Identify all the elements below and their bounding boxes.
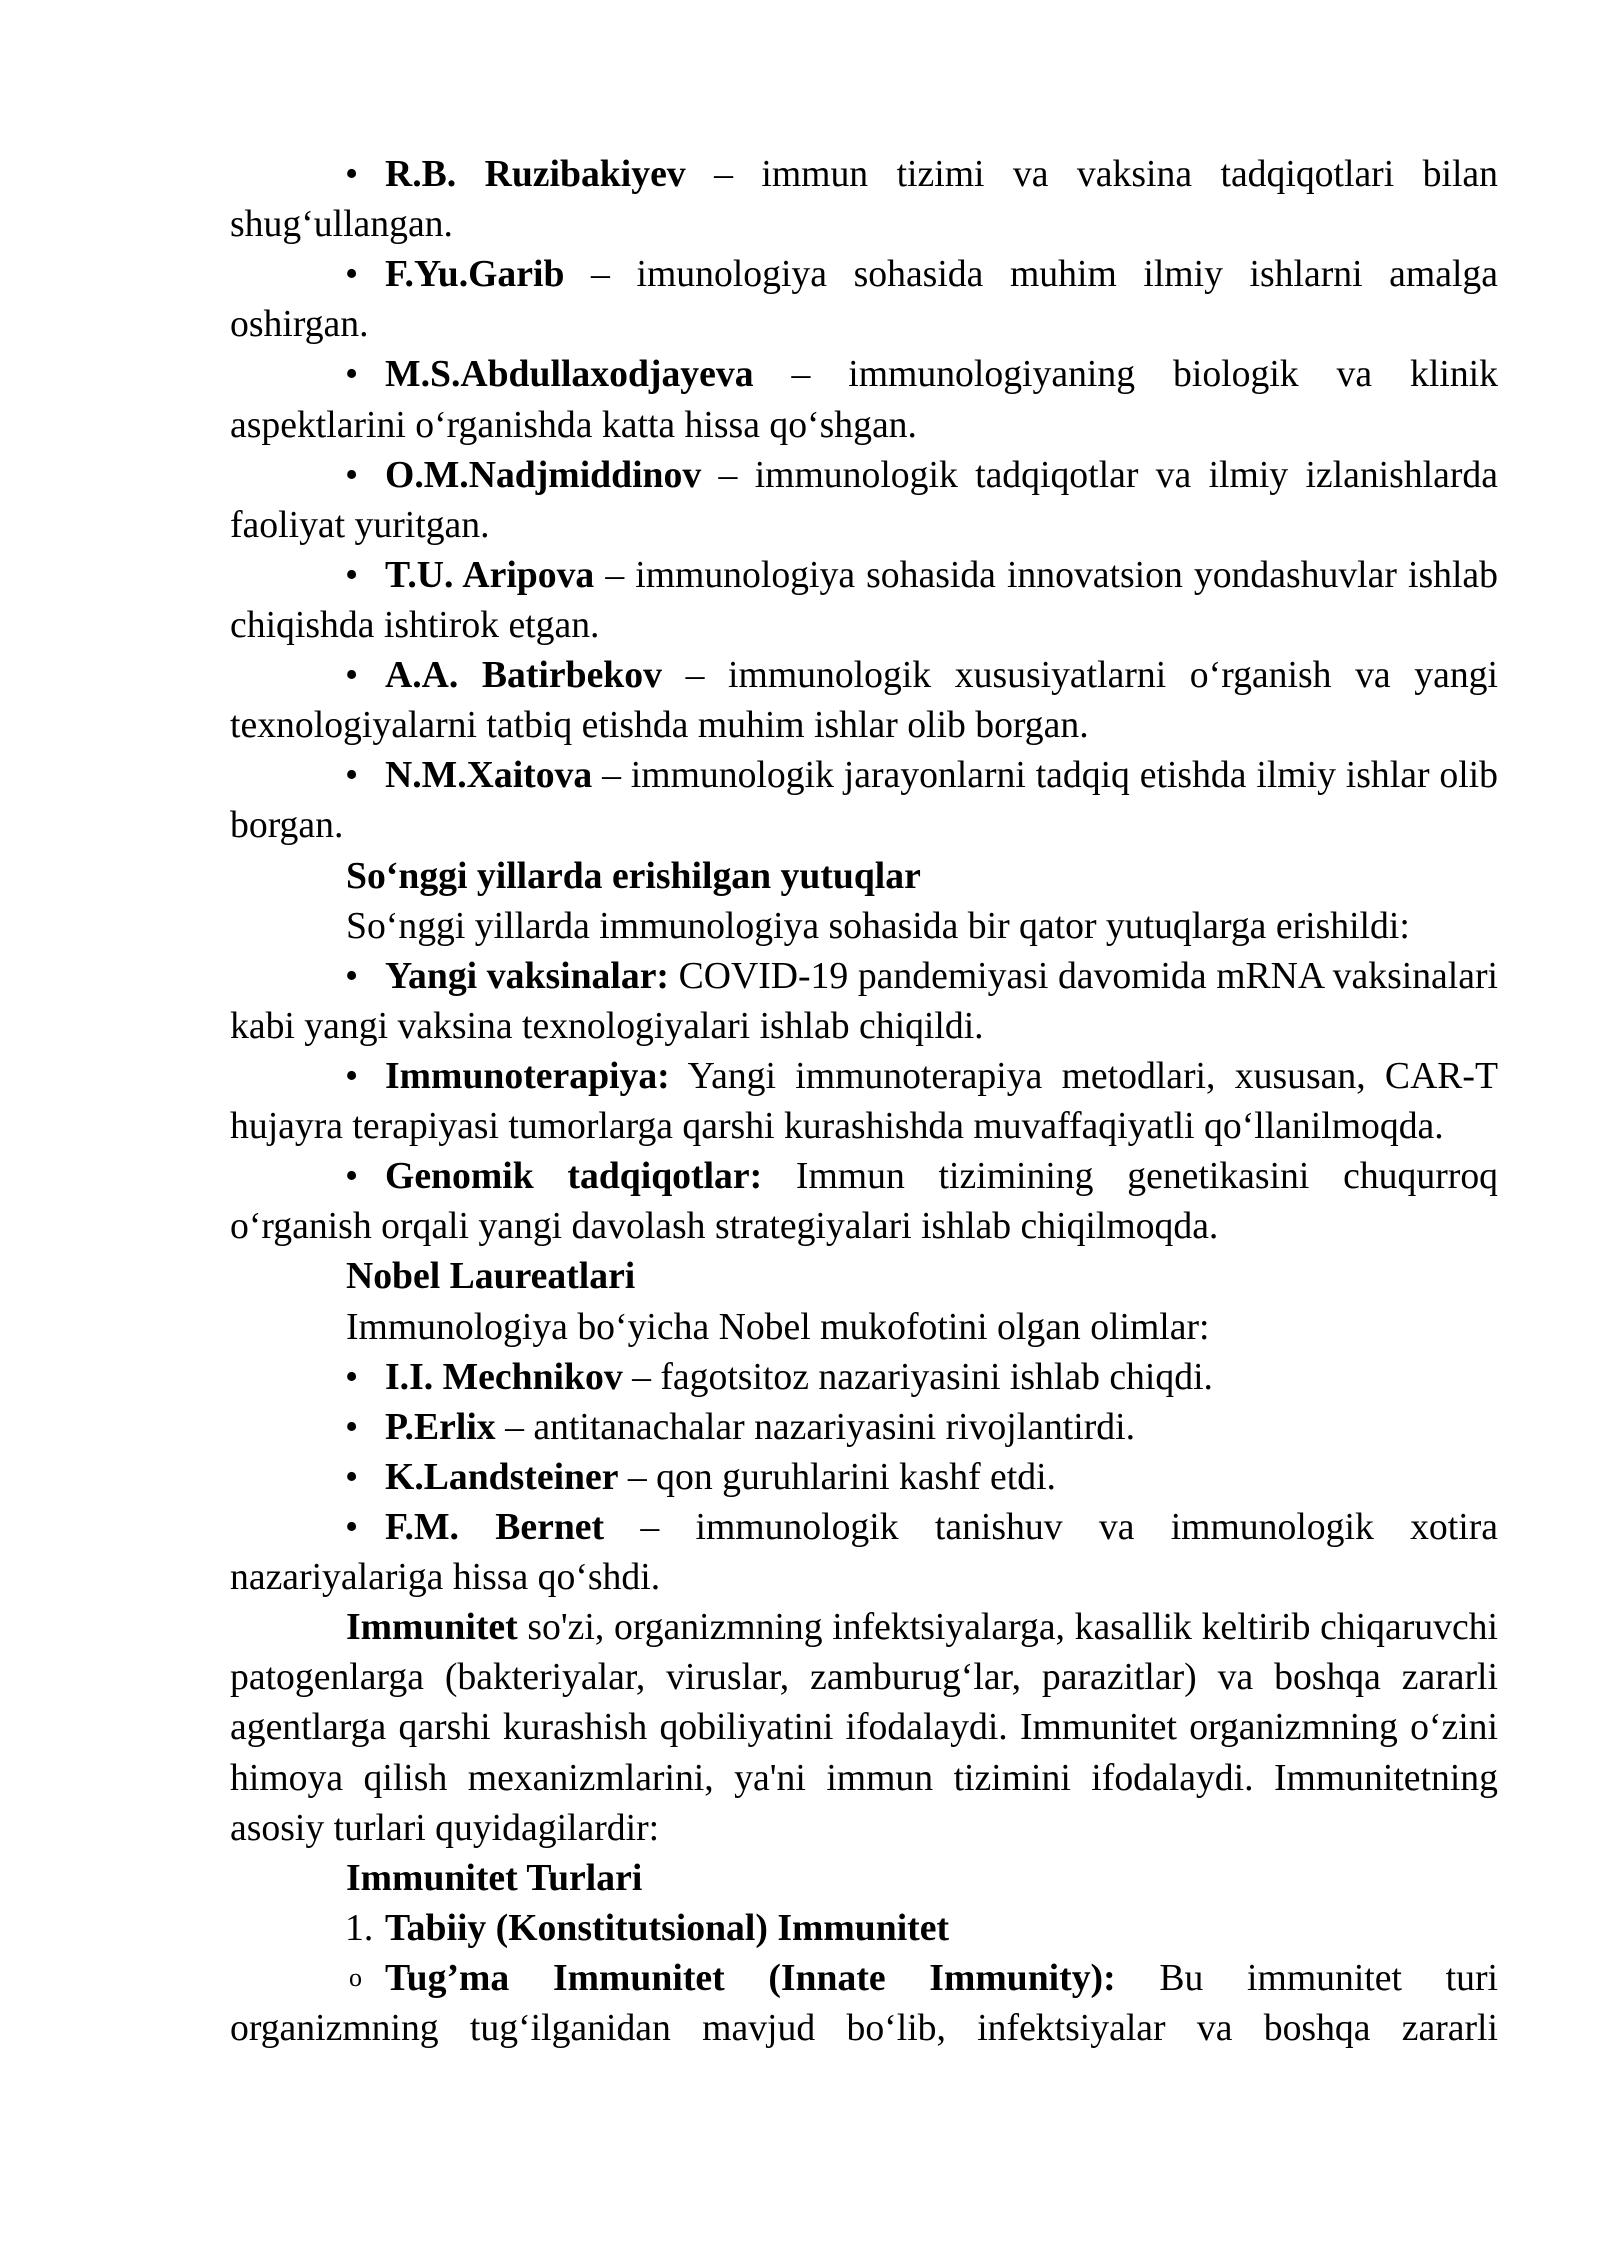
achievements-section (230, 851, 1498, 1252)
list-line-continued (230, 700, 1498, 750)
scientist-item (230, 550, 1498, 650)
list-line-continued (230, 2003, 1498, 2053)
immunity-paragraph (230, 1602, 1498, 1853)
scientist-description: – immunologiyaning biologik va klinik (753, 353, 1498, 396)
bullet-icon: • (345, 553, 359, 596)
list-line (230, 1953, 1498, 2003)
scientist-description: – immun tizimi va vaksina tadqiqotlari bilan (685, 153, 1498, 195)
scientist-description-continued: shug‘ullangan. (230, 203, 453, 246)
scientist-item (230, 750, 1498, 850)
laureate-item (230, 1502, 1498, 1602)
scientist-item (230, 450, 1498, 550)
line-text (385, 951, 1498, 1001)
section-heading (230, 1853, 1498, 1903)
line-text (385, 650, 1498, 700)
paragraph-line (230, 1302, 1498, 1352)
laureate-name: K.Landsteiner (385, 1455, 619, 1498)
scientist-description-continued: oshirgan. (230, 303, 369, 346)
list-line-continued (230, 199, 1498, 249)
paragraph-text: agentlarga qarshi kurashish qobiliyatini ifodalaydi. Immunitet organizmning o‘zini (230, 1706, 1498, 1749)
bullet-icon: • (345, 253, 359, 296)
bullet-icon: • (345, 1054, 359, 1097)
scientist-description-continued: aspektlarini o‘rganishda katta hissa qo‘shgan. (230, 403, 917, 446)
laureate-description: – immunologik tanishuv va immunologik xotira (604, 1505, 1498, 1548)
sub-item-description: Bu immunitet turi (1115, 1956, 1499, 1999)
bullet-icon: • (345, 1355, 359, 1398)
achievement-description-continued: kabi yangi vaksina texnologiyalari ishlab chiqildi. (230, 1004, 984, 1047)
line-text (385, 1151, 1498, 1201)
laureate-description-continued: nazariyalariga hissa qo‘shdi. (230, 1556, 661, 1599)
scientist-description: – immunologiya sohasida innovatsion yondashuvlar ishlab (594, 553, 1498, 596)
laureate-item (230, 1352, 1498, 1402)
paragraph-text: himoya qilish mexanizmlarini, ya'ni immun tizimini ifodalaydi. Immunitetning (230, 1756, 1498, 1799)
achievement-item (230, 1151, 1498, 1251)
scientist-description: – immunologik tadqiqotlar va ilmiy izlanishlarda (701, 453, 1498, 496)
scientist-item (230, 650, 1498, 750)
scientist-name: O.M.Nadjmiddinov (385, 453, 702, 496)
achievement-label: Yangi vaksinalar: (385, 954, 669, 997)
achievements-intro: So‘nggi yillarda immunologiya sohasida bir qator yutuqlarga erishildi: (346, 904, 1410, 947)
bullet-icon: • (345, 754, 359, 797)
list-line-continued (230, 1001, 1498, 1051)
list-line (230, 149, 1498, 199)
list-line-continued (230, 299, 1498, 349)
list-line-continued (230, 800, 1498, 850)
list-line-continued (230, 1552, 1498, 1602)
bullet-icon: • (345, 1155, 359, 1198)
bullet-icon: • (345, 353, 359, 396)
scientist-item (230, 349, 1498, 449)
bullet-icon: • (345, 654, 359, 697)
scientist-item (230, 249, 1498, 349)
line-text (385, 550, 1498, 600)
paragraph-line (230, 1652, 1498, 1702)
laureate-description: – antitanachalar nazariyasini rivojlantirdi. (495, 1405, 1136, 1448)
list-line (230, 650, 1498, 700)
list-line-continued (230, 600, 1498, 650)
laureate-name: F.M. Bernet (385, 1505, 605, 1548)
scientist-name: A.A. Batirbekov (385, 654, 662, 697)
list-line (230, 1151, 1498, 1201)
list-line-continued (230, 500, 1498, 550)
line-text (385, 1502, 1498, 1552)
line-text (230, 500, 1498, 550)
nobel-intro: Immunologiya bo‘yicha Nobel mukofotini olgan olimlar: (346, 1305, 1210, 1348)
section-heading (230, 851, 1498, 901)
paragraph-line (230, 1753, 1498, 1803)
paragraph-line (230, 1602, 1498, 1652)
types-heading: Immunitet Turlari (346, 1856, 643, 1899)
paragraph-text: patogenlarga (bakteriyalar, viruslar, zamburug‘lar, parazitlar) va boshqa zararli (230, 1656, 1498, 1699)
achievement-item (230, 1051, 1498, 1151)
list-line-continued (230, 1201, 1498, 1251)
bullet-icon: • (345, 1455, 359, 1498)
sub-item (230, 1953, 1498, 2053)
bullet-icon: • (345, 1505, 359, 1548)
numbered-item-title: Tabiiy (Konstitutsional) Immunitet (385, 1906, 950, 1949)
line-text (385, 1402, 1498, 1452)
line-text (385, 1352, 1498, 1402)
laureate-item (230, 1452, 1498, 1502)
paragraph-line (230, 1803, 1498, 1853)
paragraph-line (230, 1702, 1498, 1752)
sub-item-description-continued: organizmning tug‘ilganidan mavjud bo‘lib, infektsiyalar va boshqa zararli (230, 2007, 1498, 2050)
scientist-description: – immunologik jarayonlarni tadqiq etishda ilmiy ishlar olib (592, 754, 1498, 797)
scientist-description-continued: texnologiyalarni tatbiq etishda muhim ishlar olib borgan. (230, 704, 1089, 747)
line-text (230, 700, 1498, 750)
paragraph-line (230, 901, 1498, 951)
achievement-label: Genomik tadqiqotlar: (385, 1155, 763, 1198)
achievement-description-continued: hujayra terapiyasi tumorlarga qarshi kurashishda muvaffaqiyatli qo‘llanilmoqda. (230, 1105, 1444, 1148)
paragraph-text: so'zi, organizmning infektsiyalarga, kasallik keltirib chiqaruvchi (517, 1606, 1498, 1649)
laureate-name: I.I. Mechnikov (385, 1355, 623, 1398)
line-text (385, 1051, 1498, 1101)
line-text (230, 400, 1498, 450)
scientists-list (230, 149, 1498, 851)
scientist-name: M.S.Abdullaxodjayeva (385, 353, 754, 396)
line-text (385, 750, 1498, 800)
paragraph-text: asosiy turlari quyidagilardir: (230, 1806, 660, 1849)
bullet-icon: • (345, 153, 359, 195)
line-text (385, 349, 1498, 399)
list-line (230, 349, 1498, 399)
bullet-icon: • (345, 954, 359, 997)
achievement-description: Immun tizimining genetikasini chuqurroq (762, 1155, 1499, 1198)
scientist-name: N.M.Xaitova (385, 754, 593, 797)
line-text (230, 1001, 1498, 1051)
scientist-description: – imunologiya sohasida muhim ilmiy ishlarni amalga (564, 253, 1498, 296)
scientist-description-continued: borgan. (230, 804, 344, 847)
laureate-item (230, 1402, 1498, 1452)
circle-bullet-icon: o (349, 1962, 362, 1992)
scientist-name: F.Yu.Garib (385, 253, 565, 296)
line-text (385, 1452, 1498, 1502)
line-text (230, 199, 1498, 249)
list-line (230, 1502, 1498, 1552)
numbered-item (230, 1903, 1498, 1953)
list-line-continued (230, 400, 1498, 450)
scientist-description-continued: faoliyat yuritgan. (230, 503, 490, 546)
section-heading (230, 1251, 1498, 1301)
list-line (230, 249, 1498, 299)
line-text (230, 600, 1498, 650)
list-line (230, 550, 1498, 600)
line-text (385, 149, 1498, 199)
line-text (385, 450, 1498, 500)
achievements-heading: So‘nggi yillarda erishilgan yutuqlar (346, 854, 921, 897)
line-text (230, 800, 1498, 850)
document-page (230, 149, 1498, 2053)
list-line (230, 1051, 1498, 1101)
achievement-description: COVID-19 pandemiyasi davomida mRNA vaksinalari (668, 954, 1498, 997)
sub-item-label: Tug’ma Immunitet (Innate Immunity): (385, 1956, 1116, 1999)
scientist-name: R.B. Ruzibakiyev (385, 153, 686, 195)
scientist-name: T.U. Aripova (385, 553, 595, 596)
line-text (230, 1101, 1498, 1151)
nobel-section (230, 1251, 1498, 1602)
laureate-description: – fagotsitoz nazariyasini ishlab chiqdi. (622, 1355, 1213, 1398)
achievement-item (230, 951, 1498, 1051)
scientist-item (230, 149, 1498, 249)
bullet-icon: • (345, 453, 359, 496)
line-text (230, 2003, 1498, 2053)
nobel-heading: Nobel Laureatlari (346, 1255, 636, 1298)
immunity-types-section (230, 1853, 1498, 2053)
list-line-continued (230, 1101, 1498, 1151)
scientist-description: – immunologik xususiyatlarni o‘rganish va yangi (661, 654, 1498, 697)
laureate-description: – qon guruhlarini kashf etdi. (618, 1455, 1056, 1498)
achievement-description: Yangi immunoterapiya metodlari, xususan, CAR-T (669, 1054, 1498, 1097)
line-text (230, 1201, 1498, 1251)
list-number: 1. (345, 1906, 374, 1949)
scientist-description-continued: chiqishda ishtirok etgan. (230, 603, 600, 646)
list-line (230, 750, 1498, 800)
line-text (385, 249, 1498, 299)
list-line (230, 450, 1498, 500)
line-text (385, 1953, 1498, 2003)
immunity-term: Immunitet (346, 1606, 518, 1649)
line-text (230, 1552, 1498, 1602)
bullet-icon: • (345, 1405, 359, 1448)
achievement-description-continued: o‘rganish orqali yangi davolash strategiyalari ishlab chiqilmoqda. (230, 1205, 1219, 1248)
achievement-label: Immunoterapiya: (385, 1054, 670, 1097)
line-text (230, 299, 1498, 349)
list-line (230, 951, 1498, 1001)
laureate-name: P.Erlix (385, 1405, 496, 1448)
